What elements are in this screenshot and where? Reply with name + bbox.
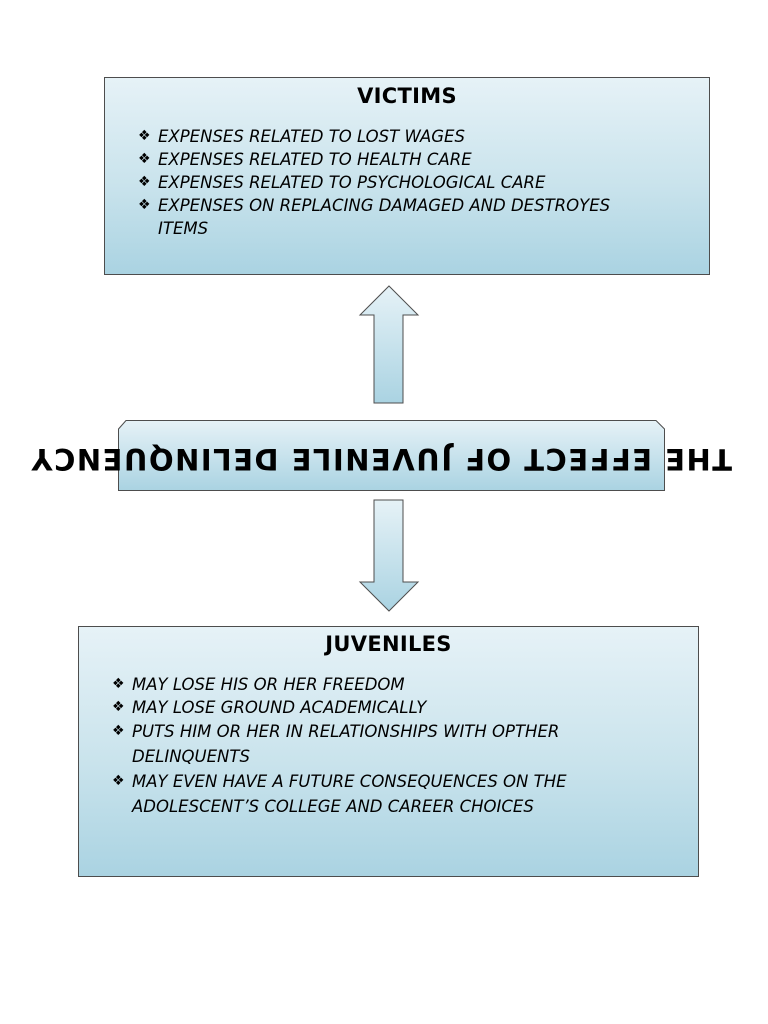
- list-item: [138, 125, 668, 148]
- list-item: [112, 769, 652, 819]
- list-item-text: PUTS HIM OR HER IN RELATIONSHIPS WITH OPTHER: [132, 722, 560, 741]
- list-item-text: EXPENSES ON REPLACING DAMAGED AND DESTROYES: [158, 196, 611, 215]
- diamond-bullet-icon: ❖: [112, 676, 125, 692]
- list-item: [112, 696, 652, 719]
- list-item-text-continued: ITEMS: [158, 219, 209, 238]
- list-item-text-continued: ADOLESCENT’S COLLEGE AND CAREER CHOICES: [132, 797, 534, 816]
- diamond-bullet-icon: ❖: [112, 773, 125, 789]
- diamond-bullet-icon: ❖: [138, 197, 151, 213]
- list-item-text: MAY LOSE GROUND ACADEMICALLY: [132, 698, 427, 717]
- list-item: [138, 148, 668, 171]
- diamond-bullet-icon: ❖: [112, 699, 125, 715]
- arrow-down-icon: [358, 499, 420, 613]
- list-item: [112, 673, 652, 696]
- diamond-bullet-icon: ❖: [138, 151, 151, 167]
- diamond-bullet-icon: ❖: [138, 174, 151, 190]
- center-box: [30, 420, 732, 491]
- list-item: [138, 194, 668, 240]
- victims-title: VICTIMS: [357, 84, 457, 108]
- list-item-text: EXPENSES RELATED TO HEALTH CARE: [158, 150, 472, 169]
- juveniles-list: [112, 673, 652, 819]
- list-item-text: EXPENSES RELATED TO PSYCHOLOGICAL CARE: [158, 173, 546, 192]
- diamond-bullet-icon: ❖: [112, 723, 125, 739]
- list-item-text: EXPENSES RELATED TO LOST WAGES: [158, 127, 465, 146]
- victims-list: [138, 125, 668, 240]
- arrow-up-icon: [358, 285, 420, 407]
- juveniles-box: [78, 626, 699, 877]
- juveniles-title: JUVENILES: [325, 632, 452, 656]
- victims-box: [104, 77, 710, 275]
- diamond-bullet-icon: ❖: [138, 128, 151, 144]
- list-item: [138, 171, 668, 194]
- center-title: THE EFFECT OF JUVENILE DELINQUENCY: [30, 442, 732, 476]
- list-item-text: MAY EVEN HAVE A FUTURE CONSEQUENCES ON THE: [132, 772, 567, 791]
- list-item: [112, 719, 652, 769]
- list-item-text-continued: DELINQUENTS: [132, 747, 250, 766]
- list-item-text: MAY LOSE HIS OR HER FREEDOM: [132, 675, 405, 694]
